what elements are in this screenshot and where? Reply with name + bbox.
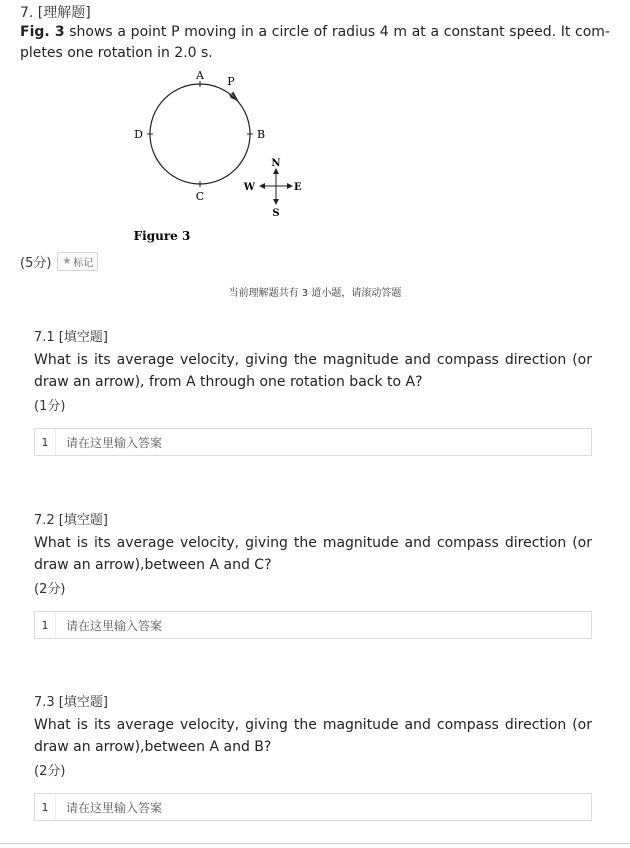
answer-placeholder: 请在这里输入答案	[66, 435, 163, 450]
figure-caption: Figure 3	[133, 229, 191, 243]
figure-reference: Fig. 3	[20, 24, 65, 40]
label-b: B	[257, 128, 266, 141]
question-text	[20, 22, 610, 64]
question-body: shows a point P moving in a circle of radius 4 m at a constant speed. It com-pletes one rotation in 2.0 s.	[20, 24, 610, 61]
figure-3	[130, 68, 310, 252]
question-score: (5分)	[20, 256, 52, 271]
subquestion-7-2	[34, 509, 592, 639]
compass-west: W	[243, 182, 255, 193]
subquestion-score: (2分)	[34, 582, 66, 597]
answer-placeholder: 请在这里输入答案	[66, 800, 163, 815]
question-number: 7. [理解题]	[20, 5, 91, 21]
label-p: P	[227, 75, 235, 88]
subquestion-notice: 当前理解题共有 3 道小题，请滚动答题	[228, 288, 402, 299]
question-score-row	[20, 252, 98, 271]
star-icon: ★	[62, 256, 72, 267]
answer-placeholder: 请在这里输入答案	[66, 618, 163, 633]
subquestion-7-1	[34, 326, 592, 456]
label-d: D	[134, 128, 143, 141]
mark-label: 标记	[73, 258, 94, 269]
label-a: A	[196, 69, 204, 82]
compass-south: S	[272, 208, 280, 219]
answer-input[interactable]	[34, 428, 592, 456]
subquestion-title: 7.3 [填空题]	[34, 695, 108, 710]
answer-input[interactable]	[34, 793, 592, 821]
compass-east: E	[294, 182, 302, 193]
circle-motion-diagram	[130, 68, 310, 248]
subquestion-score: (1分)	[34, 399, 66, 414]
subquestion-text: What is its average velocity, giving the magnitude and compass direction (or draw an arrow),between A and B?	[34, 717, 592, 755]
bottom-divider	[0, 843, 630, 844]
line-number: 1	[35, 794, 56, 820]
compass-icon	[259, 168, 293, 205]
subquestion-title: 7.1 [填空题]	[34, 330, 108, 345]
subquestion-score: (2分)	[34, 764, 66, 779]
answer-input[interactable]	[34, 611, 592, 639]
subquestion-title: 7.2 [填空题]	[34, 513, 108, 528]
subquestion-text: What is its average velocity, giving the magnitude and compass direction (or draw an arrow),between A and C?	[34, 535, 592, 573]
label-c: C	[195, 190, 205, 203]
mark-button[interactable]	[57, 252, 98, 271]
compass-north: N	[271, 158, 281, 169]
subquestion-7-3	[34, 691, 592, 821]
line-number: 1	[35, 429, 56, 455]
line-number: 1	[35, 612, 56, 638]
subquestion-text: What is its average velocity, giving the magnitude and compass direction (or draw an arrow), from A through one rotation back to A?	[34, 352, 592, 390]
